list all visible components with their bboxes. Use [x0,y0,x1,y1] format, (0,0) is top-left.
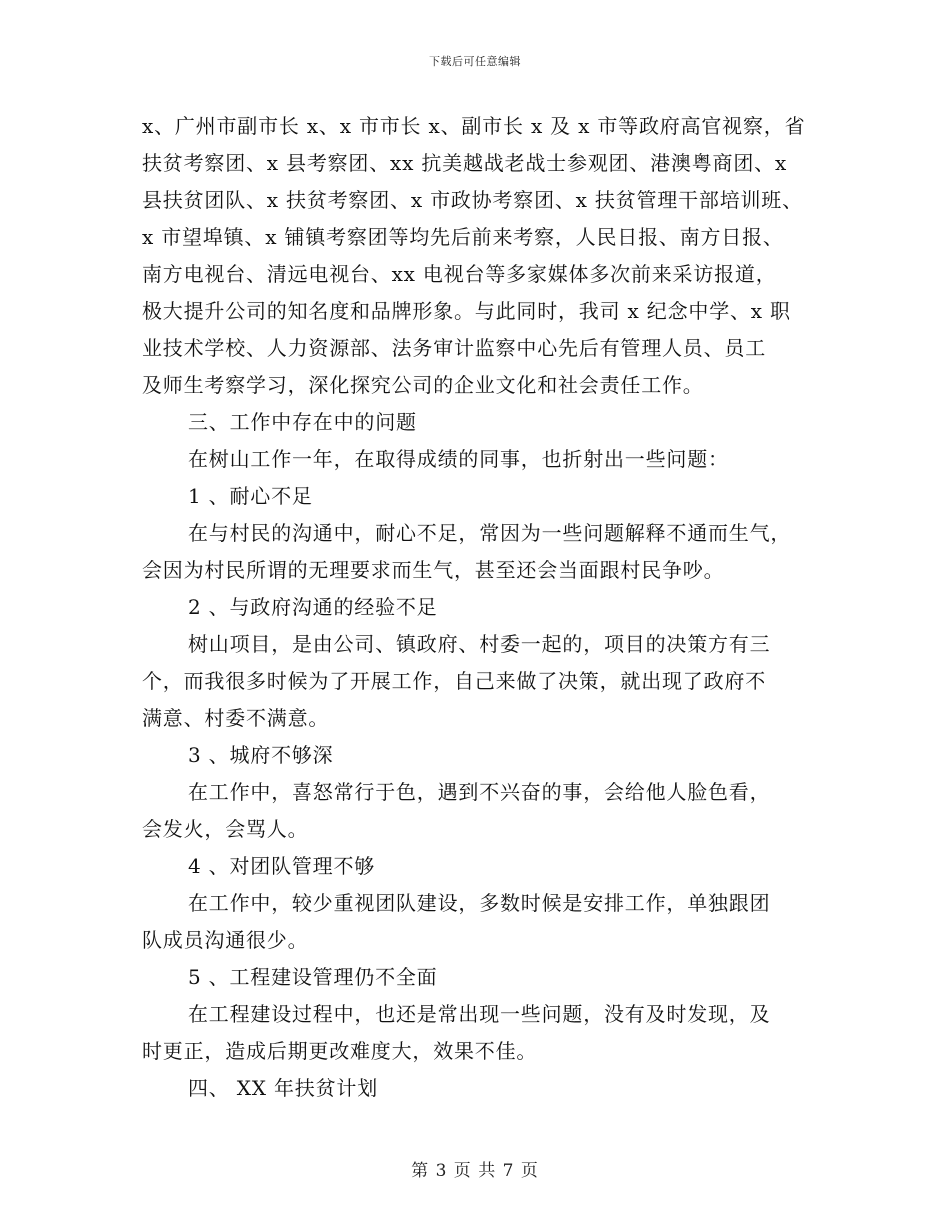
paragraph-line: 在工作中，喜怒常行于色，遇到不兴奋的事，会给他人脸色看， [188,780,771,804]
paragraph-line: 时更正，造成后期更改难度大，效果不佳。 [142,1039,538,1063]
paragraph-line: 在树山工作一年，在取得成绩的同事，也折射出一些问题： [188,447,729,471]
page-header: 下载后可任意编辑 [429,55,521,68]
paragraph-line: 会因为村民所谓的无理要求而生气，甚至还会当面跟村民争吵。 [142,558,725,582]
paragraph-line: 县扶贫团队、x 扶贫考察团、x 市政协考察团、x 扶贫管理干部培训班、 [142,188,803,212]
paragraph-line: x 市望埠镇、x 铺镇考察团等均先后前来考察，人民日报、南方日报、 [142,225,784,249]
paragraph-line: 个，而我很多时候为了开展工作，自己来做了决策，就出现了政府不 [142,669,766,693]
document-body [142,108,812,1107]
paragraph-line: 在工作中，较少重视团队建设，多数时候是安排工作，单独跟团 [188,891,771,915]
page-number: 第 3 页 共 7 页 [411,1161,539,1181]
paragraph-line: 业技术学校、人力资源部、法务审计监察中心先后有管理人员、员工 [142,336,766,360]
paragraph-line: 队成员沟通很少。 [142,928,309,952]
paragraph-line: 扶贫考察团、x 县考察团、xx 抗美越战老战士参观团、港澳粤商团、x [142,151,788,175]
paragraph-line: 极大提升公司的知名度和品牌形象。与此同时，我司 x 纪念中学、x 职 [142,299,791,323]
subsection-heading: 3 、城府不够深 [188,743,334,767]
paragraph-line: 树山项目，是由公司、镇政府、村委一起的，项目的决策方有三 [188,632,771,656]
section-heading: 四、 XX 年扶贫计划 [188,1076,378,1100]
paragraph-line: 在工程建设过程中，也还是常出现一些问题，没有及时发现，及 [188,1002,771,1026]
paragraph-line: 南方电视台、清远电视台、xx 电视台等多家媒体多次前来采访报道， [142,262,777,286]
section-heading: 三、工作中存在中的问题 [188,410,417,434]
paragraph-line: 会发火，会骂人。 [142,817,309,841]
subsection-heading: 2 、与政府沟通的经验不足 [188,595,438,619]
paragraph-line: 及师生考察学习，深化探究公司的企业文化和社会责任工作。 [142,373,704,397]
subsection-heading: 4 、对团队管理不够 [188,854,376,878]
paragraph-line: 在与村民的沟通中，耐心不足，常因为一些问题解释不通而生气， [188,521,792,545]
subsection-heading: 1 、耐心不足 [188,484,313,508]
paragraph-line: 满意、村委不满意。 [142,706,330,730]
paragraph-line: x、广州市副市长 x、x 市市长 x、副市长 x 及 x 市等政府高官视察，省 [142,114,806,138]
subsection-heading: 5 、工程建设管理仍不全面 [188,965,438,989]
